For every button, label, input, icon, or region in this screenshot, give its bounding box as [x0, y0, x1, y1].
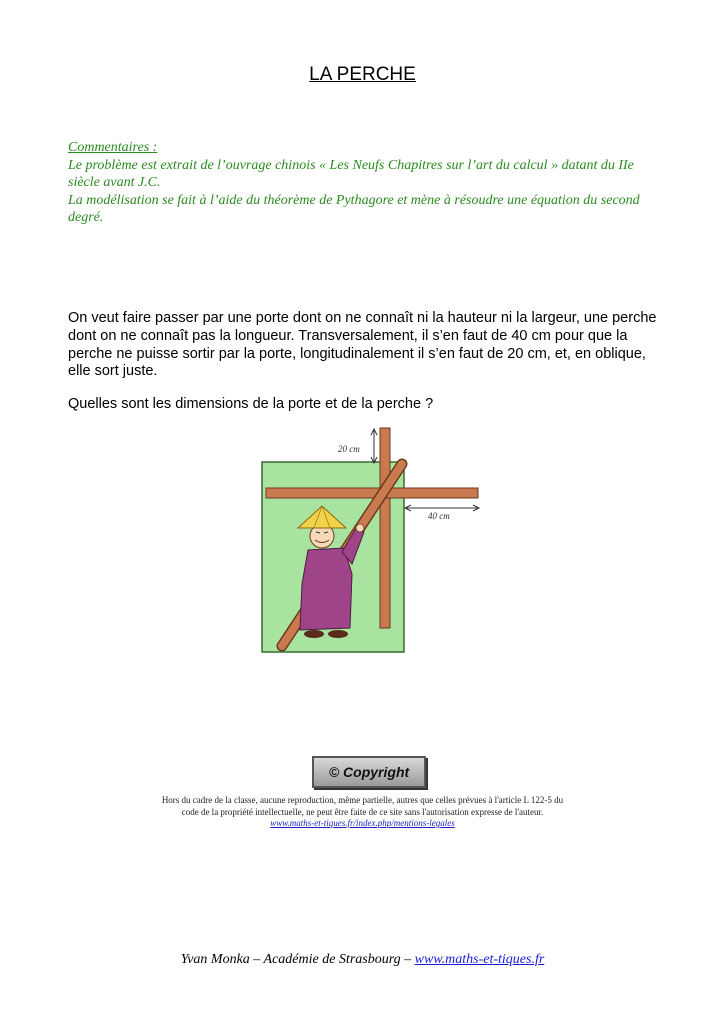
- comments-block: [68, 139, 658, 227]
- page-title: [0, 64, 725, 86]
- legal-line-2: code de la propriété intellectuelle, ne peut être faite de ce site sans l'autorisation expresse de l'auteur.: [181, 806, 544, 817]
- copyright-badge: © Copyright: [312, 756, 426, 788]
- person-robe: [300, 548, 352, 630]
- page-footer: [0, 952, 725, 968]
- legal-link[interactable]: www.maths-et-tiques.fr/index.php/mentions-legales: [270, 818, 455, 828]
- question-text: Quelles sont les dimensions de la porte et de la perche ?: [68, 396, 434, 412]
- footer-link[interactable]: www.maths-et-tiques.fr: [414, 952, 545, 967]
- title-text: LA PERCHE: [309, 64, 416, 85]
- comments-line-2: La modélisation se fait à l’aide du théorème de Pythagore et mène à résoudre une équation du second degré.: [68, 192, 640, 225]
- legal-line-1: Hors du cadre de la classe, aucune reproduction, même partielle, autres que celles prévues à l'article L 122-5 du: [161, 795, 564, 805]
- footer-author: Yvan Monka – Académie de Strasbourg –: [180, 952, 415, 967]
- comments-line-1: Le problème est extrait de l’ouvrage chinois « Les Neufs Chapitres sur l’art du calcul » datant du IIe siècle avant J.C.: [68, 157, 634, 190]
- pole-vertical: [380, 428, 390, 628]
- label-40cm: 40 cm: [428, 511, 450, 521]
- legal-notice: [0, 795, 725, 830]
- label-20cm: 20 cm: [338, 444, 360, 454]
- comments-heading: Commentaires :: [68, 140, 158, 155]
- door-pole-illustration: [252, 424, 482, 660]
- pole-horizontal: [266, 488, 478, 498]
- problem-statement: On veut faire passer par une porte dont on ne connaît ni la hauteur ni la largeur, une perche dont on ne connaît pas la longueur. Transversalement, il s’en faut de 40 cm pour que la perche ne puisse sortir par la porte, longitudinalement il s’en faut de 20 cm, et, en oblique, elle sort juste.: [68, 310, 657, 380]
